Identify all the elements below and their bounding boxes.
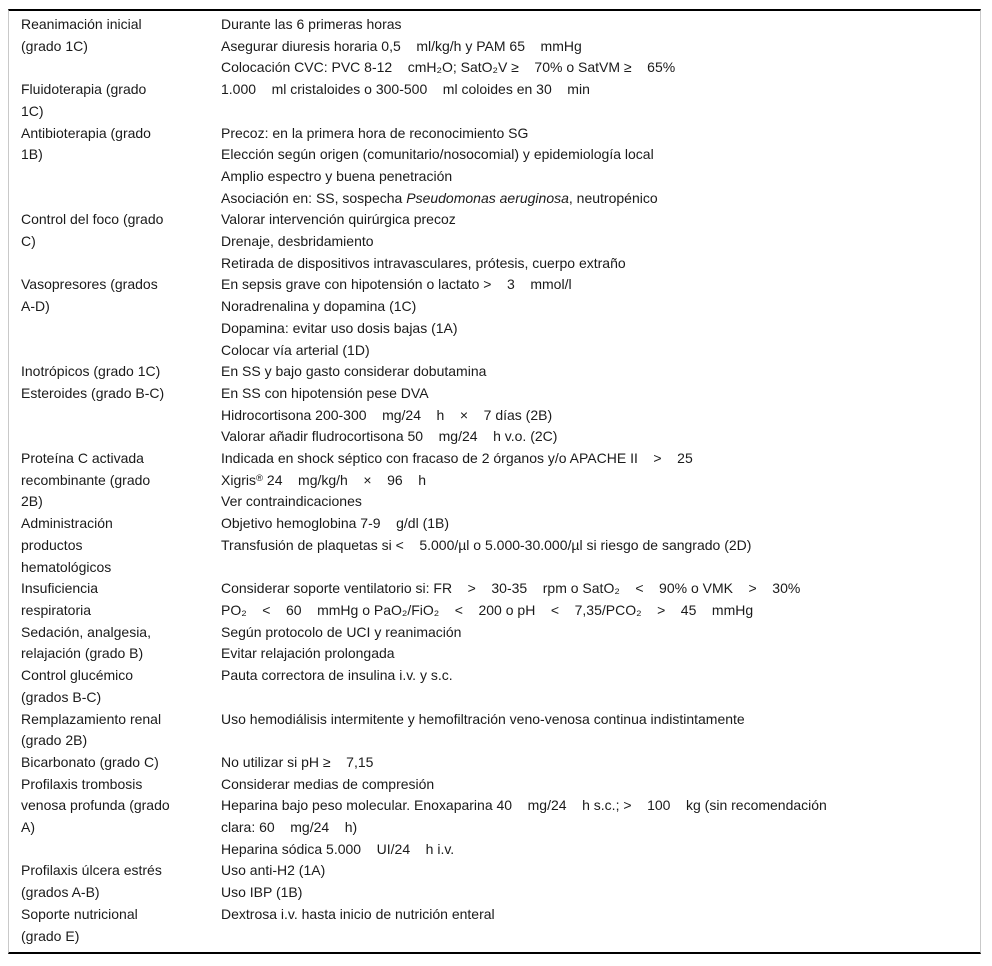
label-line: C) bbox=[21, 233, 36, 250]
species-name-italic: Pseudomonas aeruginosa bbox=[406, 189, 569, 206]
row-label-cell bbox=[9, 622, 221, 665]
value-line: Uso hemodiálisis intermitente y hemofiltración veno-venosa continua indistintamente bbox=[221, 710, 745, 727]
row-value-cell bbox=[221, 860, 980, 903]
label-line: Insuficiencia bbox=[21, 580, 99, 597]
label-line: A) bbox=[21, 819, 35, 836]
label-line: hematológicos bbox=[21, 558, 112, 575]
value-line: Asegurar diuresis horaria 0,5 ml/kg/h y PAM 65 mmHg bbox=[221, 37, 582, 54]
row-value-cell bbox=[221, 774, 980, 861]
row-value-cell bbox=[221, 383, 980, 448]
row-value-cell bbox=[221, 665, 980, 687]
value-line: En SS y bajo gasto considerar dobutamina bbox=[221, 363, 487, 380]
label-line: Profilaxis úlcera estrés bbox=[21, 862, 162, 879]
row-label-cell bbox=[9, 79, 221, 122]
label-line: Esteroides (grado B-C) bbox=[21, 384, 165, 401]
label-line: venosa profunda (grado bbox=[21, 797, 170, 814]
row-label-cell bbox=[9, 274, 221, 317]
label-line: Control del foco (grado bbox=[21, 211, 164, 228]
row-label-cell bbox=[9, 709, 221, 752]
table-row bbox=[9, 622, 980, 665]
label-line: Vasopresores (grados bbox=[21, 276, 158, 293]
row-label-cell bbox=[9, 513, 221, 578]
value-line: Valorar intervención quirúrgica precoz bbox=[221, 211, 456, 228]
label-line: (grado 2B) bbox=[21, 732, 88, 749]
value-line: Según protocolo de UCI y reanimación bbox=[221, 623, 462, 640]
label-line: relajación (grado B) bbox=[21, 645, 144, 662]
value-line: Valorar añadir fludrocortisona 50 mg/24 h v.o. (2C) bbox=[221, 428, 558, 445]
row-value-cell bbox=[221, 361, 980, 383]
row-label-cell bbox=[9, 752, 221, 774]
table-row bbox=[9, 774, 980, 861]
value-line: Dopamina: evitar uso dosis bajas (1A) bbox=[221, 319, 458, 336]
table-row bbox=[9, 513, 980, 578]
label-line: (grado E) bbox=[21, 927, 80, 944]
value-line bbox=[221, 188, 980, 210]
table-row bbox=[9, 361, 980, 383]
value-line: Ver contraindicaciones bbox=[221, 493, 362, 510]
table-row bbox=[9, 665, 980, 708]
label-line: Administración bbox=[21, 515, 113, 532]
value-line: En SS con hipotensión pese DVA bbox=[221, 384, 429, 401]
row-label-cell bbox=[9, 361, 221, 383]
value-line: clara: 60 mg/24 h) bbox=[221, 819, 358, 836]
table-row bbox=[9, 709, 980, 752]
value-line: PO₂ < 60 mmHg o PaO₂/FiO₂ < 200 o pH < 7,35/PCO₂ > 45 mmHg bbox=[221, 601, 754, 618]
row-value-cell bbox=[221, 123, 980, 210]
label-line: Antibioterapia (grado bbox=[21, 124, 151, 141]
value-line: Transfusión de plaquetas si < 5.000/µl o 5.000-30.000/µl si riesgo de sangrado (2D) bbox=[221, 536, 752, 553]
label-line: Remplazamiento renal bbox=[21, 710, 162, 727]
value-line: Considerar soporte ventilatorio si: FR > 30-35 rpm o SatO₂ < 90% o VMK > 30% bbox=[221, 580, 801, 597]
value-line: 1.000 ml cristaloides o 300-500 ml coloides en 30 min bbox=[221, 81, 590, 98]
label-line: Bicarbonato (grado C) bbox=[21, 753, 159, 770]
label-line: (grados B-C) bbox=[21, 688, 102, 705]
table-row bbox=[9, 383, 980, 448]
table-row bbox=[9, 123, 980, 210]
value-line: Elección según origen (comunitario/nosocomial) y epidemiología local bbox=[221, 146, 654, 163]
value-line: En sepsis grave con hipotensión o lactato > 3 mmol/l bbox=[221, 276, 572, 293]
table-row bbox=[9, 752, 980, 774]
value-text: Xigris bbox=[221, 471, 257, 488]
label-line: Soporte nutricional bbox=[21, 905, 138, 922]
table-row bbox=[9, 79, 980, 122]
row-value-cell bbox=[221, 448, 980, 513]
value-line: Retirada de dispositivos intravasculares, prótesis, cuerpo extraño bbox=[221, 254, 626, 271]
value-line: Heparina bajo peso molecular. Enoxaparina 40 mg/24 h s.c.; > 100 kg (sin recomendación bbox=[221, 797, 827, 814]
row-value-cell bbox=[221, 14, 980, 79]
value-text: 24 mg/kg/h × 96 h bbox=[263, 471, 427, 488]
label-line: Inotrópicos (grado 1C) bbox=[21, 363, 161, 380]
row-label-cell bbox=[9, 774, 221, 839]
label-line: 1B) bbox=[21, 146, 43, 163]
value-line: Noradrenalina y dopamina (1C) bbox=[221, 298, 417, 315]
row-value-cell bbox=[221, 274, 980, 361]
label-line: Proteína C activada bbox=[21, 450, 144, 467]
value-line: Precoz: en la primera hora de reconocimiento SG bbox=[221, 124, 529, 141]
table-row bbox=[9, 448, 980, 513]
row-value-cell bbox=[221, 904, 980, 926]
table-row bbox=[9, 209, 980, 274]
value-line: Objetivo hemoglobina 7-9 g/dl (1B) bbox=[221, 515, 450, 532]
row-value-cell bbox=[221, 513, 980, 556]
row-value-cell bbox=[221, 209, 980, 274]
label-line: Control glucémico bbox=[21, 667, 134, 684]
value-line: Uso anti-H2 (1A) bbox=[221, 862, 326, 879]
row-label-cell bbox=[9, 209, 221, 252]
value-line: Evitar relajación prolongada bbox=[221, 645, 395, 662]
label-line: (grados A-B) bbox=[21, 884, 100, 901]
table-row bbox=[9, 860, 980, 903]
label-line: Reanimación inicial bbox=[21, 16, 142, 32]
value-line: No utilizar si pH ≥ 7,15 bbox=[221, 753, 374, 770]
value-line: Heparina sódica 5.000 UI/24 h i.v. bbox=[221, 840, 455, 857]
row-label-cell bbox=[9, 578, 221, 621]
row-value-cell bbox=[221, 752, 980, 774]
treatment-table bbox=[8, 9, 981, 954]
label-line: Sedación, analgesia, bbox=[21, 623, 151, 640]
value-line: Hidrocortisona 200-300 mg/24 h × 7 días (2B) bbox=[221, 406, 553, 423]
value-line: Colocar vía arterial (1D) bbox=[221, 341, 370, 358]
value-text: , neutropénico bbox=[568, 189, 658, 206]
label-line: 1C) bbox=[21, 102, 44, 119]
label-line: Profilaxis trombosis bbox=[21, 775, 143, 792]
value-line: Uso IBP (1B) bbox=[221, 884, 303, 901]
row-label-cell bbox=[9, 860, 221, 903]
label-line: A-D) bbox=[21, 298, 50, 315]
label-line: respiratoria bbox=[21, 601, 92, 618]
row-label-cell bbox=[9, 904, 221, 947]
row-value-cell bbox=[221, 622, 980, 665]
label-line: Fluidoterapia (grado bbox=[21, 81, 147, 98]
row-value-cell bbox=[221, 79, 980, 101]
value-line: Amplio espectro y buena penetración bbox=[221, 167, 453, 184]
value-line bbox=[221, 470, 980, 492]
row-value-cell bbox=[221, 578, 980, 621]
row-label-cell bbox=[9, 383, 221, 405]
table-row bbox=[9, 578, 980, 621]
value-line: Indicada en shock séptico con fracaso de 2 órganos y/o APACHE II > 25 bbox=[221, 450, 693, 467]
row-label-cell bbox=[9, 448, 221, 513]
row-label-cell bbox=[9, 14, 221, 57]
table-row bbox=[9, 904, 980, 947]
value-line: Drenaje, desbridamiento bbox=[221, 233, 374, 250]
row-value-cell bbox=[221, 709, 980, 731]
table-row bbox=[9, 14, 980, 79]
label-line: 2B) bbox=[21, 493, 43, 510]
value-line: Dextrosa i.v. hasta inicio de nutrición enteral bbox=[221, 905, 495, 922]
value-text: Asociación en: SS, sospecha bbox=[221, 189, 407, 206]
registered-trademark-sup: ® bbox=[256, 472, 264, 484]
value-line: Colocación CVC: PVC 8-12 cmH₂O; SatO₂V ≥ 70% o SatVM ≥ 65% bbox=[221, 59, 676, 76]
table-row bbox=[9, 274, 980, 361]
value-line: Considerar medias de compresión bbox=[221, 775, 435, 792]
label-line: recombinante (grado bbox=[21, 471, 151, 488]
row-label-cell bbox=[9, 123, 221, 166]
value-line: Pauta correctora de insulina i.v. y s.c. bbox=[221, 667, 453, 684]
value-line: Durante las 6 primeras horas bbox=[221, 16, 402, 32]
row-label-cell bbox=[9, 665, 221, 708]
label-line: (grado 1C) bbox=[21, 37, 88, 54]
label-line: productos bbox=[21, 536, 83, 553]
